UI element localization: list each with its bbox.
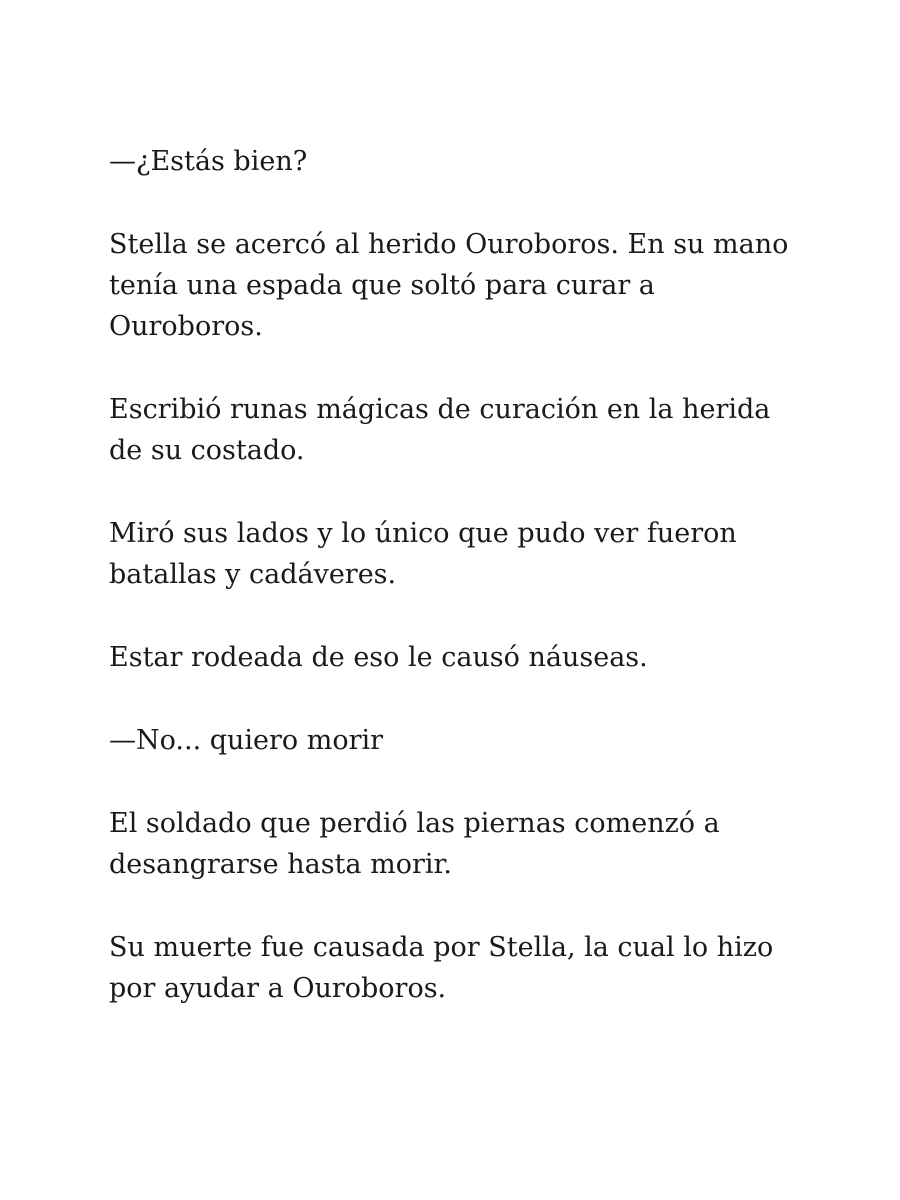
paragraph-dialogue-no-quiero-morir: —No... quiero morir — [109, 725, 384, 756]
paragraph-healing-runes: Escribió runas mágicas de curación en la herida de su costado. — [109, 394, 771, 466]
paragraph-battles-corpses: Miró sus lados y lo único que pudo ver fueron batallas y cadáveres. — [109, 518, 737, 590]
paragraph-death-caused-by-stella: Su muerte fue causada por Stella, la cual lo hizo por ayudar a Ouroboros. — [109, 932, 774, 1004]
paragraph-soldier-dies: El soldado que perdió las piernas comenzó a desangrarse hasta morir. — [109, 808, 720, 880]
paragraph-stella-approaches: Stella se acercó al herido Ouroboros. En su mano tenía una espada que soltó para curar a Ouroboros. — [109, 229, 789, 342]
story-text — [109, 141, 799, 1009]
paragraph-nausea: Estar rodeada de eso le causó náuseas. — [109, 642, 648, 673]
paragraph-dialogue-estas-bien: —¿Estás bien? — [109, 146, 308, 177]
